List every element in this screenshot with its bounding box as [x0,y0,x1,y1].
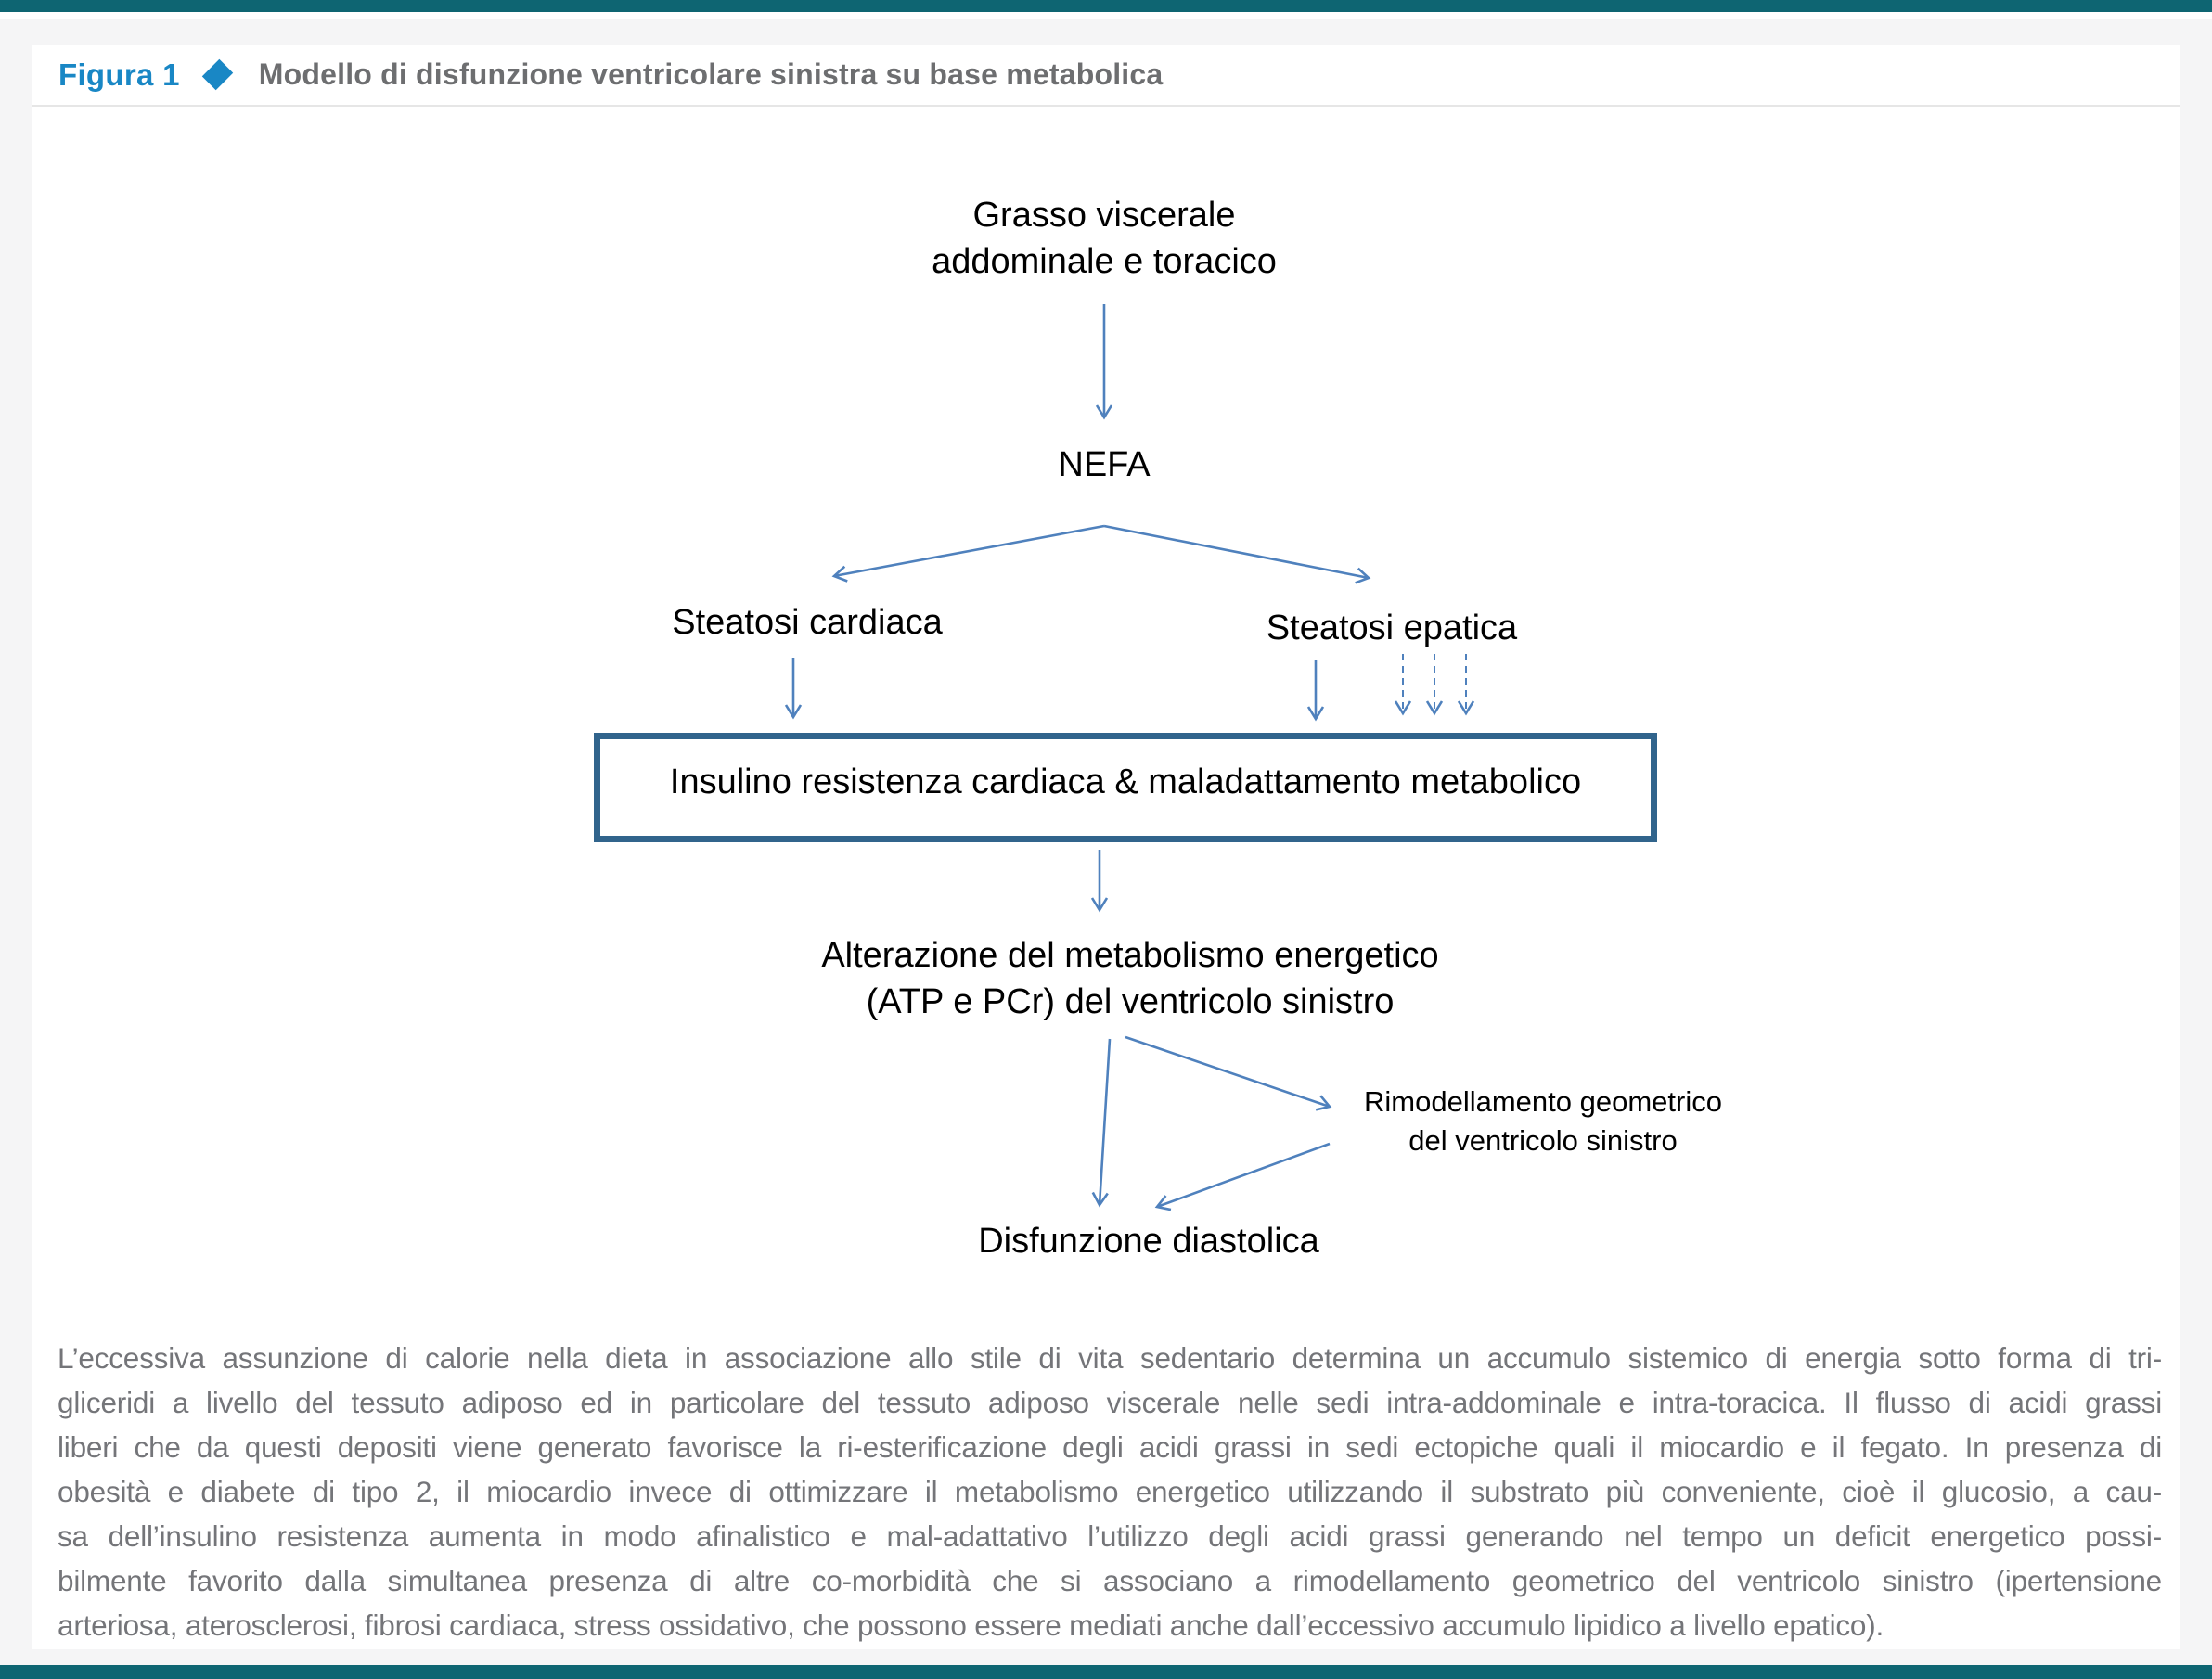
bottom-accent-bar [0,1665,2212,1679]
diamond-icon [202,59,233,90]
figure-caption [58,1336,2162,1647]
node-steatosi-epatica: Steatosi epatica [1266,609,1518,647]
node-alterazione [821,932,1438,1025]
node-insulino-resistenza-text: Insulino resistenza cardiaca & maladattamento metabolico [669,762,1582,801]
caption-line: sa dell’insulino resistenza aumenta in modo afinalistico e mal-adattativo l’utilizzo degli acidi grassi generando nel tempo un deficit energetico possi- [58,1519,2162,1553]
node-nefa: NEFA [1058,445,1151,484]
node-alterazione-line2: (ATP e PCr) del ventricolo sinistro [866,982,1395,1021]
top-gap [0,12,2212,19]
node-rimodellamento-line1: Rimodellamento geometrico [1364,1085,1722,1118]
node-rimodellamento-line2: del ventricolo sinistro [1408,1124,1678,1157]
figure-header [32,45,2180,105]
caption-line: arteriosa, aterosclerosi, fibrosi cardiaca, stress ossidativo, che possono essere mediati anche dall’eccessivo accumulo lipidico a livello epatico). [58,1609,1884,1642]
node-grasso-viscerale [932,192,1277,285]
node-alterazione-line1: Alterazione del metabolismo energetico [821,936,1439,975]
caption-line: obesità e diabete di tipo 2, il miocardio invece di ottimizzare il metabolismo energetico utilizzando il substrato più conveniente, cioè il glucosio, a cau- [58,1475,2162,1508]
top-accent-bar [0,0,2212,12]
arrow-alterazione-to-rimodellamento [1125,1037,1330,1107]
caption-line: L’eccessiva assunzione di calorie nella dieta in associazione allo stile di vita sedentario determina un accumulo sistemico di energia sotto forma di tri- [58,1341,2162,1375]
node-grasso-line2: addominale e toracico [932,242,1277,281]
figure-title: Modello di disfunzione ventricolare sinistra su base metabolica [258,58,1164,91]
caption-line: bilmente favorito dalla simultanea presenza di altre co-morbidità che si associano a rimodellamento geometrico del ventricolo sinistro (ipertensione [58,1564,2162,1597]
figure-card [32,45,2180,1649]
flow-diagram [32,107,2180,1331]
arrow-alterazione-to-disfunzione [1100,1039,1110,1205]
node-steatosi-cardiaca: Steatosi cardiaca [672,603,943,642]
diagram-arrows [32,107,2180,1331]
caption-line: liberi che da questi depositi viene generato favorisce la ri-esterificazione degli acidi grassi in sedi ectopiche quali il miocardio e il fegato. In presenza di [58,1430,2162,1464]
figure-number-label: Figura 1 [58,57,180,92]
node-grasso-line1: Grasso viscerale [972,196,1236,235]
node-insulino-resistenza-box [594,733,1657,842]
arrow-rimodellamento-to-disfunzione [1157,1144,1330,1207]
node-rimodellamento [1364,1083,1722,1160]
arrow-nefa-to-cardiaca [834,526,1104,576]
arrow-nefa-to-epatica [1104,526,1369,578]
caption-line: gliceridi a livello del tessuto adiposo ed in particolare del tessuto adiposo viscerale nelle sedi intra-addominale e intra-toracica. Il flusso di acidi grassi [58,1386,2162,1419]
node-disfunzione-diastolica: Disfunzione diastolica [978,1222,1319,1261]
